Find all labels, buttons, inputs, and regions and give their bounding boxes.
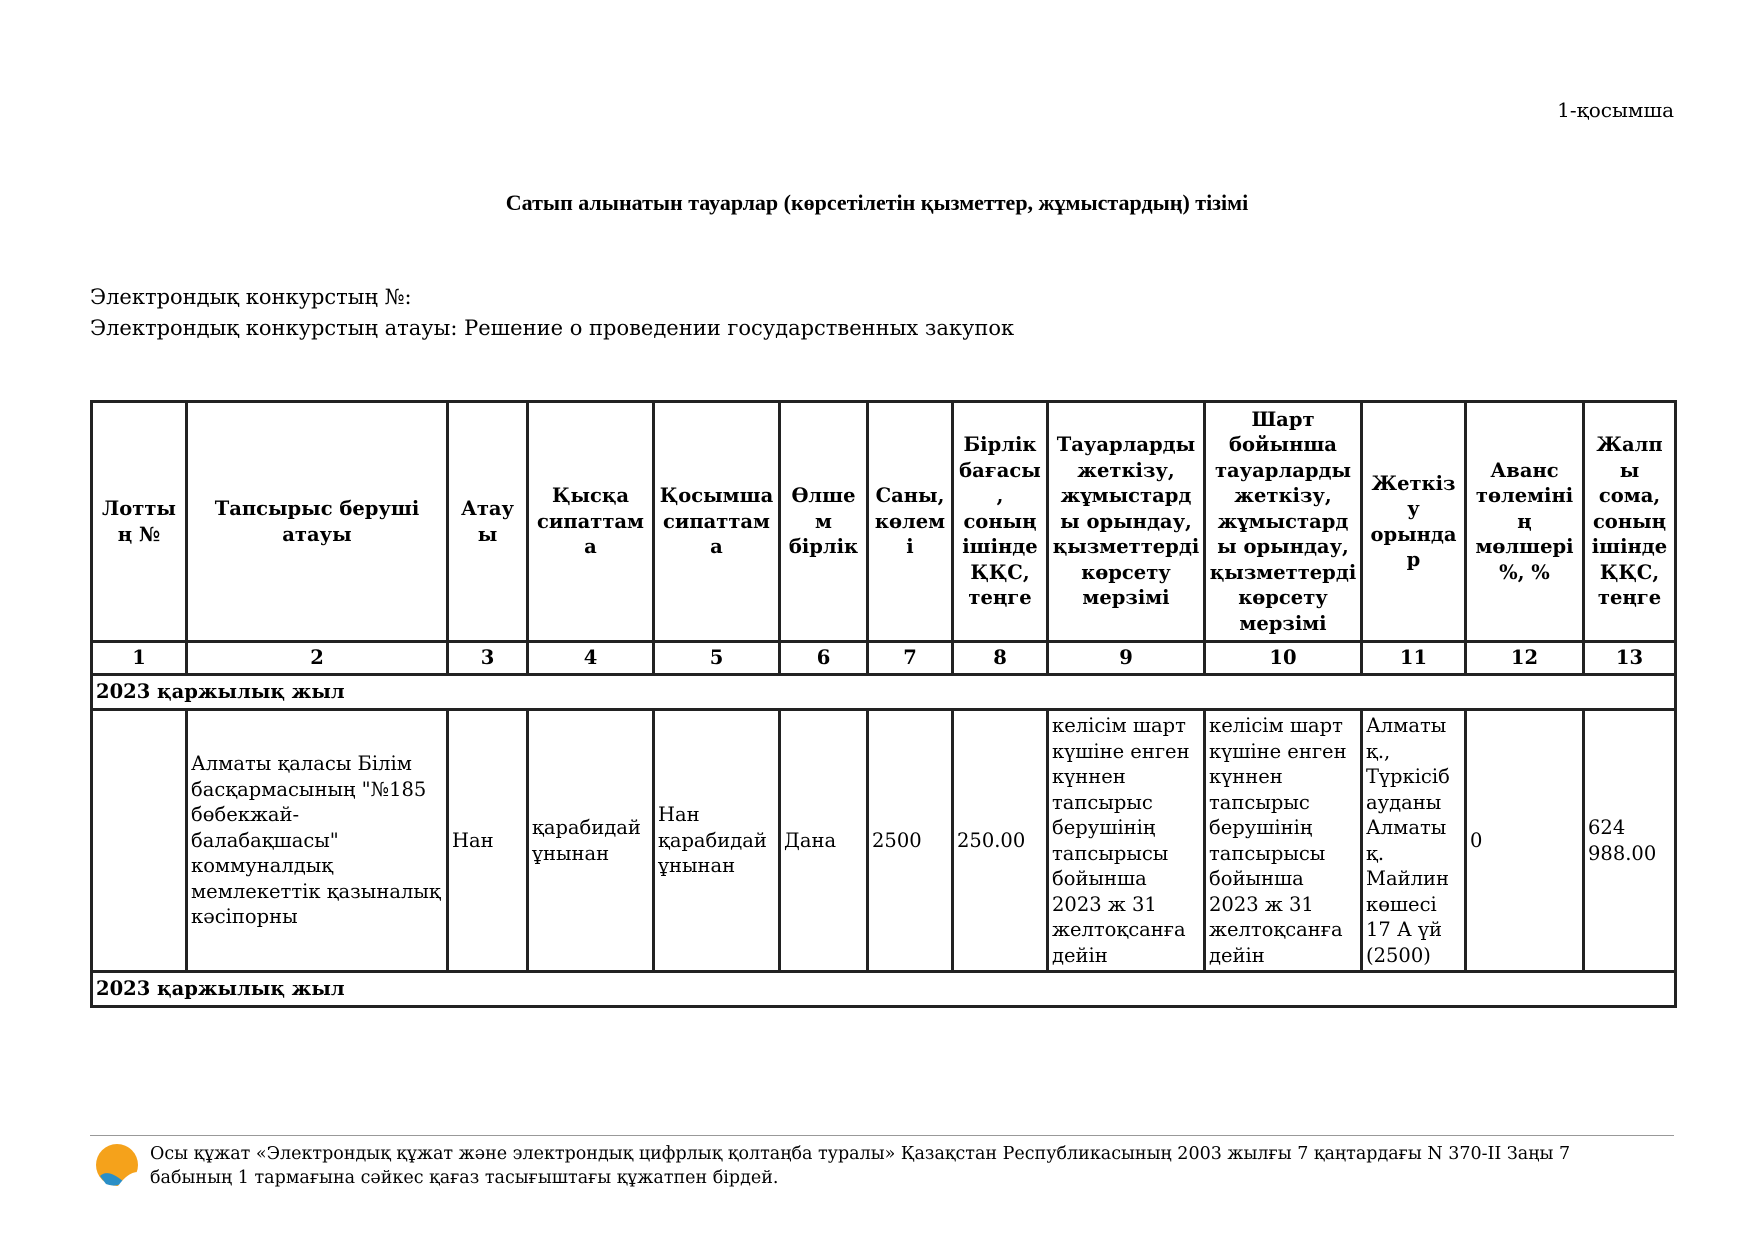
cell-quantity: 2500	[868, 710, 953, 972]
header-cell: Қысқа сипаттама	[528, 402, 654, 642]
cell-lot-no	[92, 710, 187, 972]
contest-name-label: Электрондық конкурстың атауы: Решение о проведении государственных закупок	[90, 316, 1015, 340]
legal-footer-text: Осы құжат «Электрондық құжат және электрондық цифрлық қолтаңба туралы» Қазақстан Республикасының 2003 жылғы 7 қаңтардағы N 370-II Заңы 7 бабының 1 тармағына сәйкес қағаз тасығыштағы құжатпен бірдей.	[150, 1144, 1571, 1188]
table-header-row	[92, 402, 1676, 642]
column-number: 8	[953, 642, 1048, 675]
cell-short-description: қарабидай ұнынан	[528, 710, 654, 972]
cell-unit-price: 250.00	[953, 710, 1048, 972]
table-row	[92, 710, 1676, 972]
column-number: 7	[868, 642, 953, 675]
header-cell: Лоттың №	[92, 402, 187, 642]
header-cell: Саны, көлемі	[868, 402, 953, 642]
cell-total: 624 988.00	[1584, 710, 1676, 972]
header-cell: Шарт бойынша тауарларды жеткізу, жұмыстарды орындау, қызметтерді көрсету мерзімі	[1205, 402, 1362, 642]
fiscal-year-row	[92, 675, 1676, 710]
header-cell: Жеткізу орындар	[1362, 402, 1466, 642]
header-cell: Тапсырыс беруші атауы	[187, 402, 448, 642]
cell-name: Нан	[448, 710, 528, 972]
column-number: 4	[528, 642, 654, 675]
header-cell: Аванс төлемінің мөлшері %, %	[1466, 402, 1584, 642]
header-cell: Өлшем бірлік	[780, 402, 868, 642]
column-number: 13	[1584, 642, 1676, 675]
header-cell: Бірлік бағасы, соның ішінде ҚҚС, теңге	[953, 402, 1048, 642]
column-number: 9	[1048, 642, 1205, 675]
cell-unit: Дана	[780, 710, 868, 972]
column-number: 6	[780, 642, 868, 675]
column-number-row	[92, 642, 1676, 675]
footer-divider	[90, 1135, 1674, 1136]
cell-delivery-term: келісім шарт күшіне енген күннен тапсырыс берушінің тапсырысы бойынша 2023 ж 31 желтоқсанға дейін	[1048, 710, 1205, 972]
header-cell: Жалпы сома, соның ішінде ҚҚС, теңге	[1584, 402, 1676, 642]
procurement-table	[90, 400, 1677, 1008]
e-gov-seal-icon	[94, 1142, 140, 1188]
header-cell: Қосымша сипаттама	[654, 402, 780, 642]
column-number: 11	[1362, 642, 1466, 675]
column-number: 12	[1466, 642, 1584, 675]
cell-contract-delivery-term: келісім шарт күшіне енген күннен тапсырыс берушінің тапсырысы бойынша 2023 ж 31 желтоқсанға дейін	[1205, 710, 1362, 972]
fiscal-year-label: 2023 қаржылық жыл	[92, 972, 1676, 1007]
fiscal-year-row	[92, 972, 1676, 1007]
column-number: 2	[187, 642, 448, 675]
column-number: 3	[448, 642, 528, 675]
fiscal-year-label: 2023 қаржылық жыл	[92, 675, 1676, 710]
header-cell: Тауарларды жеткізу, жұмыстарды орындау, қызметтерді көрсету мерзімі	[1048, 402, 1205, 642]
column-number: 5	[654, 642, 780, 675]
column-number: 1	[92, 642, 187, 675]
appendix-label: 1-қосымша	[1557, 98, 1674, 122]
column-number: 10	[1205, 642, 1362, 675]
cell-additional-description: Нан қарабидай ұнынан	[654, 710, 780, 972]
header-cell: Атауы	[448, 402, 528, 642]
cell-advance-percent: 0	[1466, 710, 1584, 972]
cell-delivery-place: Алматы қ., Түркісіб ауданы Алматы қ. Майлин көшесі 17 А үй (2500)	[1362, 710, 1466, 972]
contest-meta	[90, 282, 1014, 344]
document-title: Сатып алынатын тауарлар (көрсетілетін қызметтер, жұмыстардың) тізімі	[505, 190, 1249, 215]
contest-number-label: Электрондық конкурстың №:	[90, 285, 412, 309]
cell-customer: Алматы қаласы Білім басқармасының "№185 бөбекжай-балабақшасы" коммуналдық мемлекеттік қазыналық кәсіпорны	[187, 710, 448, 972]
